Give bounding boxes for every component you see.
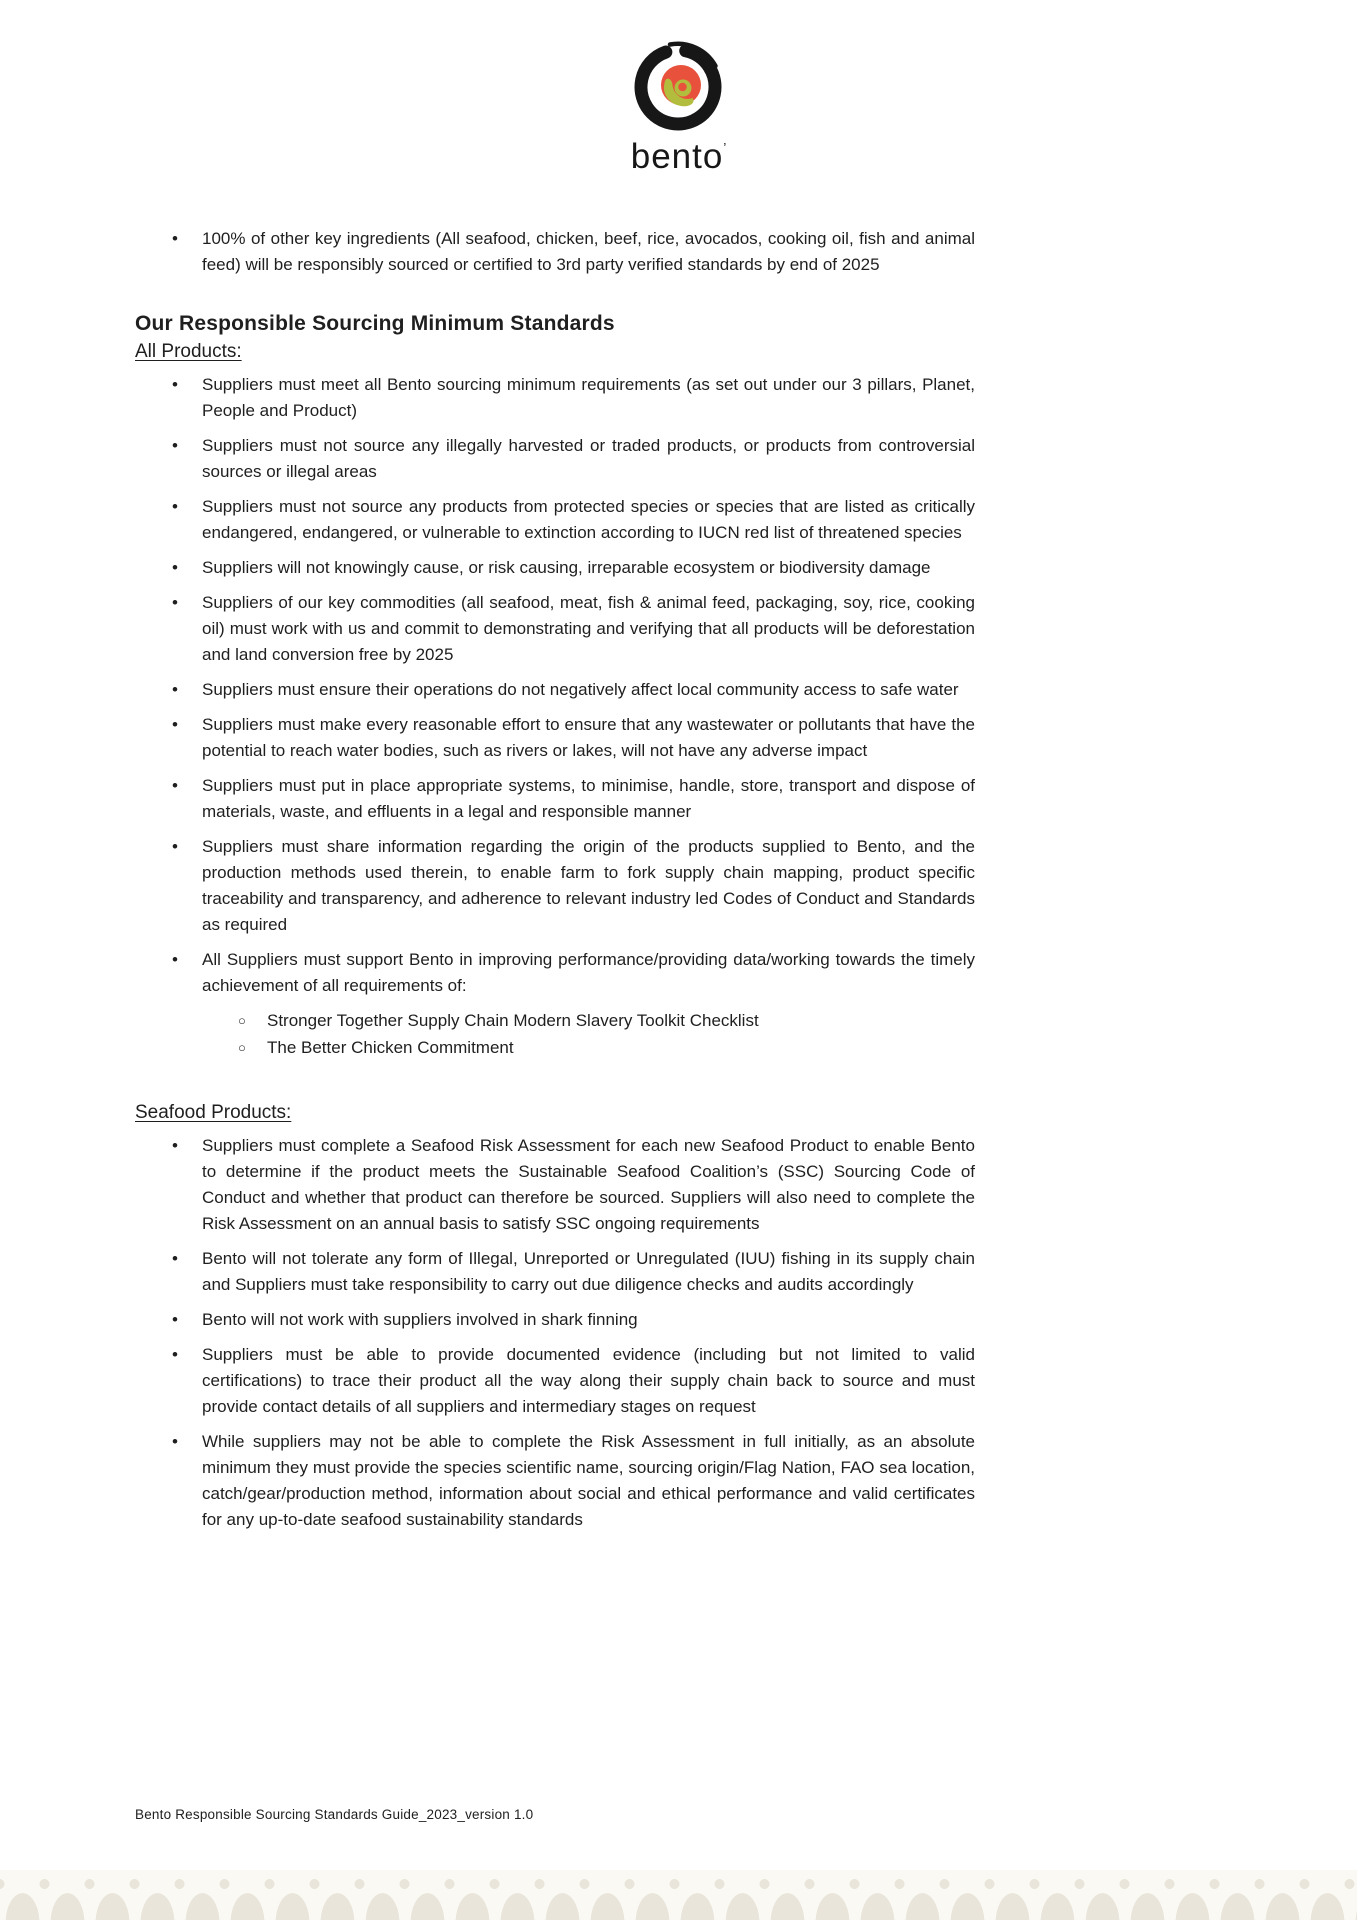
list-item-text: Suppliers must complete a Seafood Risk Assessment for each new Seafood Product to enable Bento to determine if the product meets the Sustainable Seafood Coalition’s (SSC) Sourcing Code of Conduct and whether that product can therefore be sourced. Suppliers will also need to complete the Risk Assessment on an annual basis to satisfy SSC ongoing requirements	[202, 1136, 975, 1233]
list-item-text: Suppliers must be able to provide documented evidence (including but not limited to valid certifications) to trace their product all the way along their supply chain back to source and must provide contact details of all suppliers and intermediary stages on request	[202, 1345, 975, 1416]
list-item-text: Suppliers must put in place appropriate systems, to minimise, handle, store, transport and dispose of materials, waste, and effluents in a legal and responsible manner	[202, 776, 975, 821]
list-item	[135, 590, 975, 668]
list-item	[135, 1429, 975, 1533]
decorative-scallop-border	[0, 1870, 1357, 1920]
list-item	[135, 1307, 975, 1333]
sub-list-item	[135, 1008, 975, 1034]
seafood-bullet-list	[135, 1133, 975, 1533]
brand-name-text: bento	[630, 137, 724, 176]
list-item-text: Suppliers must share information regarding the origin of the products supplied to Bento, and the production methods used therein, to enable farm to fork supply chain mapping, product specific traceability and transparency, and adherence to relevant industry led Codes of Conduct and Standards as required	[202, 837, 975, 934]
list-item-text: Suppliers must meet all Bento sourcing minimum requirements (as set out under our 3 pillars, Planet, People and Product)	[202, 375, 975, 420]
list-item	[135, 1342, 975, 1420]
list-item-text: Bento will not tolerate any form of Illegal, Unreported or Unregulated (IUU) fishing in its supply chain and Suppliers must take responsibility to carry out due diligence checks and audits accordingly	[202, 1249, 975, 1294]
list-item-text: 100% of other key ingredients (All seafood, chicken, beef, rice, avocados, cooking oil, fish and animal feed) will be responsibly sourced or certified to 3rd party verified standards by end of 2025	[202, 229, 975, 274]
list-item	[135, 1246, 975, 1298]
bento-logo-icon	[623, 38, 735, 135]
brand-logo	[0, 0, 1357, 174]
list-item-text: Suppliers must not source any illegally harvested or traded products, or products from controversial sources or illegal areas	[202, 436, 975, 481]
all-products-sub-bullet-list	[135, 1008, 975, 1061]
list-item-text: All Suppliers must support Bento in improving performance/providing data/working towards the timely achievement of all requirements of:	[202, 950, 975, 995]
document-content	[135, 174, 975, 1533]
trademark-mark: ’	[723, 140, 727, 155]
section-title: Our Responsible Sourcing Minimum Standards	[135, 312, 615, 335]
sub-list-item	[135, 1035, 975, 1061]
sub-list-item-text: The Better Chicken Commitment	[267, 1038, 514, 1057]
page-footer: Bento Responsible Sourcing Standards Guide_2023_version 1.0	[135, 1807, 534, 1822]
list-item-text: Bento will not work with suppliers involved in shark finning	[202, 1310, 638, 1329]
list-item	[135, 494, 975, 546]
list-item	[135, 433, 975, 485]
all-products-bullet-list	[135, 372, 975, 999]
sub-list-item-text: Stronger Together Supply Chain Modern Slavery Toolkit Checklist	[267, 1011, 759, 1030]
list-item	[135, 226, 975, 278]
list-item-text: Suppliers must make every reasonable effort to ensure that any wastewater or pollutants that have the potential to reach water bodies, such as rivers or lakes, will not have any adverse impact	[202, 715, 975, 760]
list-item-text: Suppliers must not source any products from protected species or species that are listed as critically endangered, endangered, or vulnerable to extinction according to IUCN red list of threatened species	[202, 497, 975, 542]
list-item-text: While suppliers may not be able to complete the Risk Assessment in full initially, as an absolute minimum they must provide the species scientific name, sourcing origin/Flag Nation, FAO sea location, catch/gear/production method, information about social and ethical performance and valid certificates for any up-to-date seafood sustainability standards	[202, 1432, 975, 1529]
list-item	[135, 372, 975, 424]
list-item	[135, 834, 975, 938]
list-item-text: Suppliers will not knowingly cause, or risk causing, irreparable ecosystem or biodiversity damage	[202, 558, 931, 577]
list-item	[135, 677, 975, 703]
list-item-text: Suppliers of our key commodities (all seafood, meat, fish & animal feed, packaging, soy, rice, cooking oil) must work with us and commit to demonstrating and verifying that all products will be deforestation and land conversion free by 2025	[202, 593, 975, 664]
list-item	[135, 773, 975, 825]
list-item	[135, 1133, 975, 1237]
intro-bullet-list	[135, 226, 975, 278]
list-item	[135, 712, 975, 764]
brand-name	[631, 131, 726, 174]
list-item	[135, 947, 975, 999]
subheading-seafood-products: Seafood Products:	[135, 1102, 292, 1123]
list-item	[135, 555, 975, 581]
list-item-text: Suppliers must ensure their operations do not negatively affect local community access to safe water	[202, 680, 959, 699]
subheading-all-products: All Products:	[135, 341, 242, 362]
